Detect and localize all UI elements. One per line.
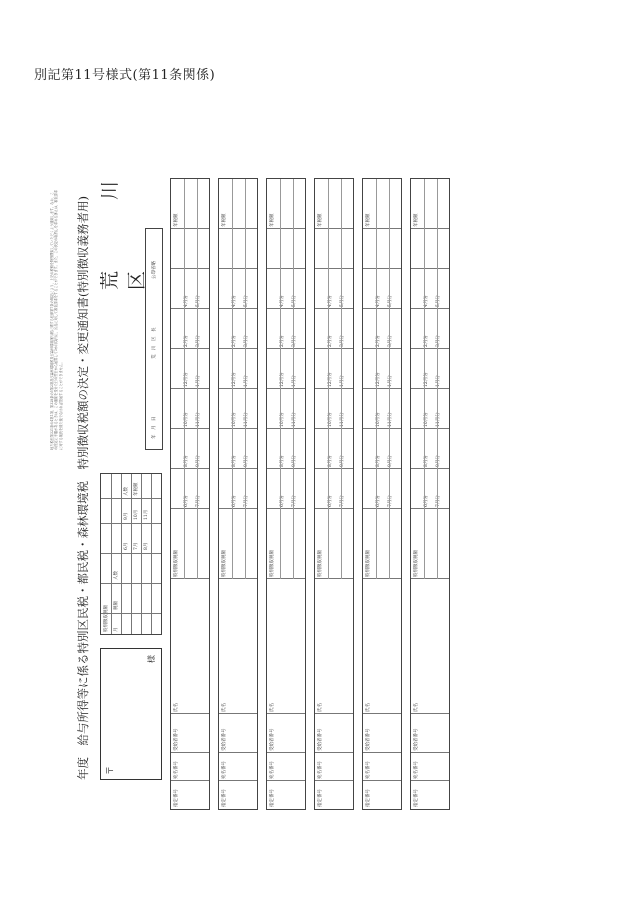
ward-name: 荒 川 区: [99, 109, 148, 290]
strip-month-label: 1月分: [436, 375, 441, 387]
strip-label: 宛名番号: [318, 761, 323, 779]
strip-month-label: 9月分: [388, 455, 393, 467]
strip-month-label: 2月分: [424, 335, 429, 347]
strip-month-label: 12月分: [280, 372, 285, 387]
strip-label: 指定番号: [222, 789, 227, 807]
strip-month-label: 3月分: [340, 335, 345, 347]
month-col-label: 月: [114, 627, 119, 632]
issuer-box: [145, 228, 163, 450]
strip-label: 宛名番号: [366, 761, 371, 779]
month-9: 9月: [124, 512, 129, 520]
strip-month-label: 7月分: [244, 495, 249, 507]
strip-month-label: 10月分: [328, 412, 333, 427]
strip-month-label: 6月分: [328, 495, 333, 507]
strip-month-label: 12月分: [232, 372, 237, 387]
strip-label: 受給者番号: [270, 728, 275, 751]
strip-month-label: 4月分: [280, 295, 285, 307]
strip-month-label: 11月分: [292, 412, 297, 427]
strip-label: 受給者番号: [174, 728, 179, 751]
strip-label: 受給者番号: [222, 728, 227, 751]
strip-month-label: 10月分: [376, 412, 381, 427]
strip-label: 宛名番号: [414, 761, 419, 779]
strip-label: 指定番号: [318, 789, 323, 807]
document-title: 年度 給与所得等に係る特別区民税・都民税・森林環境税 特別徴収税額の決定・変更通知書(特別徴収義務者用): [76, 196, 90, 780]
monthly-tax-table: [100, 473, 162, 635]
strip-label: 特別徴収税額: [270, 550, 275, 577]
strip-month-label: 11月分: [436, 412, 441, 427]
strip-month-label: 1月分: [244, 375, 249, 387]
strip-label: 年税額: [366, 213, 371, 227]
strip-month-label: 2月分: [184, 335, 189, 347]
strip-month-label: 9月分: [196, 455, 201, 467]
strip-month-label: 12月分: [328, 372, 333, 387]
recipient-honorific: 様: [147, 655, 156, 663]
strip-month-label: 10月分: [280, 412, 285, 427]
strip-month-label: 2月分: [328, 335, 333, 347]
employee-strip: [266, 178, 306, 810]
employee-strip: [362, 178, 402, 810]
strip-label: 指定番号: [270, 789, 275, 807]
strip-month-label: 11月分: [388, 412, 393, 427]
recipient-address-box: [100, 648, 162, 780]
notification-sheet: [50, 109, 500, 810]
strip-label: 指定番号: [414, 789, 419, 807]
month-6: 6月: [124, 542, 129, 550]
strip-label: 受給者番号: [366, 728, 371, 751]
strip-label: 特別徴収税額: [414, 550, 419, 577]
strip-label: 特別徴収税額: [222, 550, 227, 577]
strip-month-label: 10月分: [424, 412, 429, 427]
strip-month-label: 4月分: [424, 295, 429, 307]
strip-month-label: 5月分: [292, 295, 297, 307]
strip-label: 特別徴収税額: [318, 550, 323, 577]
strip-month-label: 9月分: [340, 455, 345, 467]
strip-month-label: 5月分: [436, 295, 441, 307]
month-8: 8月: [144, 542, 149, 550]
strip-month-label: 6月分: [424, 495, 429, 507]
strip-label: 氏名: [222, 703, 227, 712]
strip-month-label: 5月分: [196, 295, 201, 307]
strip-label: 氏名: [318, 703, 323, 712]
strip-label: 受給者番号: [318, 728, 323, 751]
strip-month-label: 3月分: [388, 335, 393, 347]
strip-month-label: 11月分: [340, 412, 345, 427]
strip-month-label: 8月分: [424, 455, 429, 467]
employee-strip: [218, 178, 258, 810]
employee-strip: [410, 178, 450, 810]
strip-month-label: 1月分: [340, 375, 345, 387]
strip-month-label: 12月分: [376, 372, 381, 387]
strip-label: 氏名: [174, 703, 179, 712]
strip-month-label: 6月分: [232, 495, 237, 507]
strip-month-label: 8月分: [184, 455, 189, 467]
strip-month-label: 3月分: [292, 335, 297, 347]
count-col-label: 人数: [114, 571, 119, 580]
strip-month-label: 5月分: [340, 295, 345, 307]
strip-label: 指定番号: [366, 789, 371, 807]
strip-label: 年税額: [222, 213, 227, 227]
strip-month-label: 9月分: [436, 455, 441, 467]
strip-label: 宛名番号: [174, 761, 179, 779]
strip-month-label: 2月分: [376, 335, 381, 347]
strip-month-label: 3月分: [196, 335, 201, 347]
strip-label: 年税額: [270, 213, 275, 227]
strip-month-label: 8月分: [232, 455, 237, 467]
strip-month-label: 7月分: [436, 495, 441, 507]
employee-strip: [314, 178, 354, 810]
strip-month-label: 4月分: [376, 295, 381, 307]
month-10: 10月: [134, 509, 139, 520]
form-caption: 別記第11号様式(第11条関係): [34, 68, 216, 83]
issue-date: 年 月 日: [152, 416, 157, 439]
strip-month-label: 3月分: [244, 335, 249, 347]
strip-month-label: 11月分: [244, 412, 249, 427]
strip-label: 特別徴収税額: [174, 550, 179, 577]
summary-count: 人数: [124, 487, 129, 496]
tax-col-label: 税額: [114, 601, 119, 610]
strip-month-label: 2月分: [232, 335, 237, 347]
strip-month-label: 11月分: [196, 412, 201, 427]
strip-month-label: 12月分: [184, 372, 189, 387]
month-7: 7月: [134, 542, 139, 550]
strip-label: 受給者番号: [414, 728, 419, 751]
strip-month-label: 1月分: [388, 375, 393, 387]
strip-month-label: 9月分: [292, 455, 297, 467]
strip-month-label: 3月分: [436, 335, 441, 347]
strip-month-label: 9月分: [244, 455, 249, 467]
strip-month-label: 12月分: [424, 372, 429, 387]
strip-month-label: 7月分: [292, 495, 297, 507]
strip-month-label: 4月分: [232, 295, 237, 307]
strip-month-label: 4月分: [328, 295, 333, 307]
legal-notes: 地方税法第321条の4第1項、第328条の5第2項及び森林環境税及び森林環境譲与税に関する法律第7条の規定により、上記の税額を特別徴収していただくよう通知します。なお、この決定に不服があるときは、この通知を受けた日の翌日から起算して3か月以内に、区長に対して審査請求をすることができます。また、この決定の取消しを求める訴えは、審査請求に対する裁決を経た後でなければ提起することができません。: [50, 190, 63, 450]
strip-month-label: 5月分: [244, 295, 249, 307]
strip-label: 氏名: [414, 703, 419, 712]
strip-month-label: 10月分: [184, 412, 189, 427]
strip-month-label: 4月分: [184, 295, 189, 307]
employee-strip: [170, 178, 210, 810]
summary-annual: 年税額: [134, 482, 139, 496]
strip-label: 指定番号: [174, 789, 179, 807]
strip-month-label: 2月分: [280, 335, 285, 347]
postal-mark: 〒: [106, 765, 116, 775]
strip-month-label: 8月分: [376, 455, 381, 467]
strip-month-label: 7月分: [196, 495, 201, 507]
strip-month-label: 7月分: [388, 495, 393, 507]
strip-label: 年税額: [318, 213, 323, 227]
strip-month-label: 8月分: [328, 455, 333, 467]
strip-month-label: 6月分: [280, 495, 285, 507]
strip-month-label: 6月分: [376, 495, 381, 507]
strip-month-label: 10月分: [232, 412, 237, 427]
strip-label: 氏名: [366, 703, 371, 712]
monthly-table-header: 特別徴収税額: [104, 605, 109, 632]
strip-month-label: 1月分: [292, 375, 297, 387]
strip-label: 宛名番号: [222, 761, 227, 779]
strip-month-label: 6月分: [184, 495, 189, 507]
strip-month-label: 1月分: [196, 375, 201, 387]
strip-label: 年税額: [174, 213, 179, 227]
strip-label: 特別徴収税額: [366, 550, 371, 577]
issuer-name: 荒 川 区 長: [152, 327, 157, 359]
strip-label: 氏名: [270, 703, 275, 712]
strip-month-label: 7月分: [340, 495, 345, 507]
stamp-note: 公印省略: [152, 261, 157, 279]
strip-label: 宛名番号: [270, 761, 275, 779]
strip-month-label: 5月分: [388, 295, 393, 307]
month-11: 11月: [144, 509, 149, 520]
strip-label: 年税額: [414, 213, 419, 227]
strip-month-label: 8月分: [280, 455, 285, 467]
